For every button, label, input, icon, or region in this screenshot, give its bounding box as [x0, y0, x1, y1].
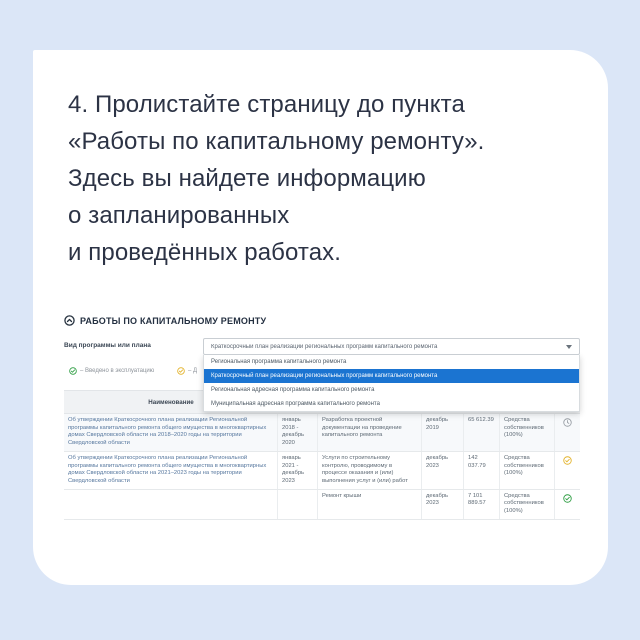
document-link[interactable]: Об утверждении Краткосрочного плана реализации Региональной программы капитального ремонта общего имущества в многоквартирных домах Свердловской области на 2021–2023 годы на территории Свердловской области [64, 452, 278, 489]
program-type-label: Вид программы или плана [64, 342, 151, 349]
status-cell [555, 452, 580, 489]
funding-cell: Средства собственников (100%) [500, 414, 555, 451]
cost-cell: 7 101 889.57 [464, 490, 500, 519]
chevron-down-icon [566, 345, 572, 349]
dropdown-option-regional-address-program[interactable]: Региональная адресная программа капитального ремонта [211, 387, 375, 393]
table-row [64, 414, 580, 452]
end-date-cell: декабрь 2023 [422, 490, 464, 519]
status-clock-icon [563, 418, 572, 427]
period-cell: январь 2018 - декабрь 2020 [278, 414, 318, 451]
status-green-check-icon [563, 494, 572, 503]
dropdown-option-shortterm-plan[interactable]: Краткосрочный план реализации региональных программ капитального ремонта [204, 369, 579, 383]
column-header-name: Наименование [148, 398, 194, 406]
yellow-check-circle-icon [177, 367, 185, 375]
table-row [64, 452, 580, 490]
program-type-select-value: Краткосрочный план реализации региональных программ капитального ремонта [211, 343, 438, 350]
dropdown-option-regional-program[interactable]: Региональная программа капитального ремонта [211, 359, 347, 365]
status-cell [555, 414, 580, 451]
work-cell: Разработка проектной документации на проведение капитального ремонта [318, 414, 422, 451]
cost-cell: 142 037.79 [464, 452, 500, 489]
status-cell [555, 490, 580, 519]
legend-item-partial [177, 367, 197, 375]
section-header [64, 315, 266, 326]
end-date-cell: декабрь 2019 [422, 414, 464, 451]
funding-cell: Средства собственников (100%) [500, 452, 555, 489]
period-cell: январь 2021 - декабрь 2023 [278, 452, 318, 489]
content-card [33, 50, 608, 585]
work-cell: Услуги по строительному контролю, проводимому в процессе оказания и (или) выполнения услуг и (или) работ [318, 452, 422, 489]
program-type-select[interactable] [203, 338, 580, 355]
legend-label: – Д [188, 368, 198, 374]
legend-label: – Введено в эксплуатацию [80, 368, 155, 374]
heading-line: о запланированных [68, 202, 290, 229]
end-date-cell: декабрь 2023 [422, 452, 464, 489]
document-link-empty [64, 490, 278, 519]
dropdown-option-municipal-address-program[interactable]: Муниципальная адресная программа капитального ремонта [211, 401, 380, 407]
table-row [64, 490, 580, 520]
embedded-ui-screenshot [60, 310, 585, 515]
funding-cell: Средства собственников (100%) [500, 490, 555, 519]
legend-item-commissioned [69, 367, 154, 375]
heading-line: и проведённых работах. [68, 239, 342, 266]
cost-cell: 65 612.39 [464, 414, 500, 451]
program-type-dropdown [203, 355, 580, 412]
section-title: РАБОТЫ ПО КАПИТАЛЬНОМУ РЕМОНТУ [80, 315, 267, 326]
heading-line: Здесь вы найдете информацию [68, 165, 426, 192]
instruction-heading [68, 86, 568, 271]
heading-line: «Работы по капитальному ремонту». [68, 128, 485, 155]
document-link[interactable]: Об утверждении Краткосрочного плана реализации Региональной программы капитального ремонта общего имущества в многоквартирных домах Свердловской области на 2018–2020 годы на территории Свердловской области [64, 414, 278, 451]
heading-line: 4. Пролистайте страницу до пункта [68, 91, 465, 118]
period-cell [278, 490, 318, 519]
work-cell: Ремонт крыши [318, 490, 422, 519]
collapse-section-icon[interactable] [64, 315, 75, 326]
green-check-circle-icon [69, 367, 77, 375]
status-yellow-check-icon [563, 456, 572, 465]
